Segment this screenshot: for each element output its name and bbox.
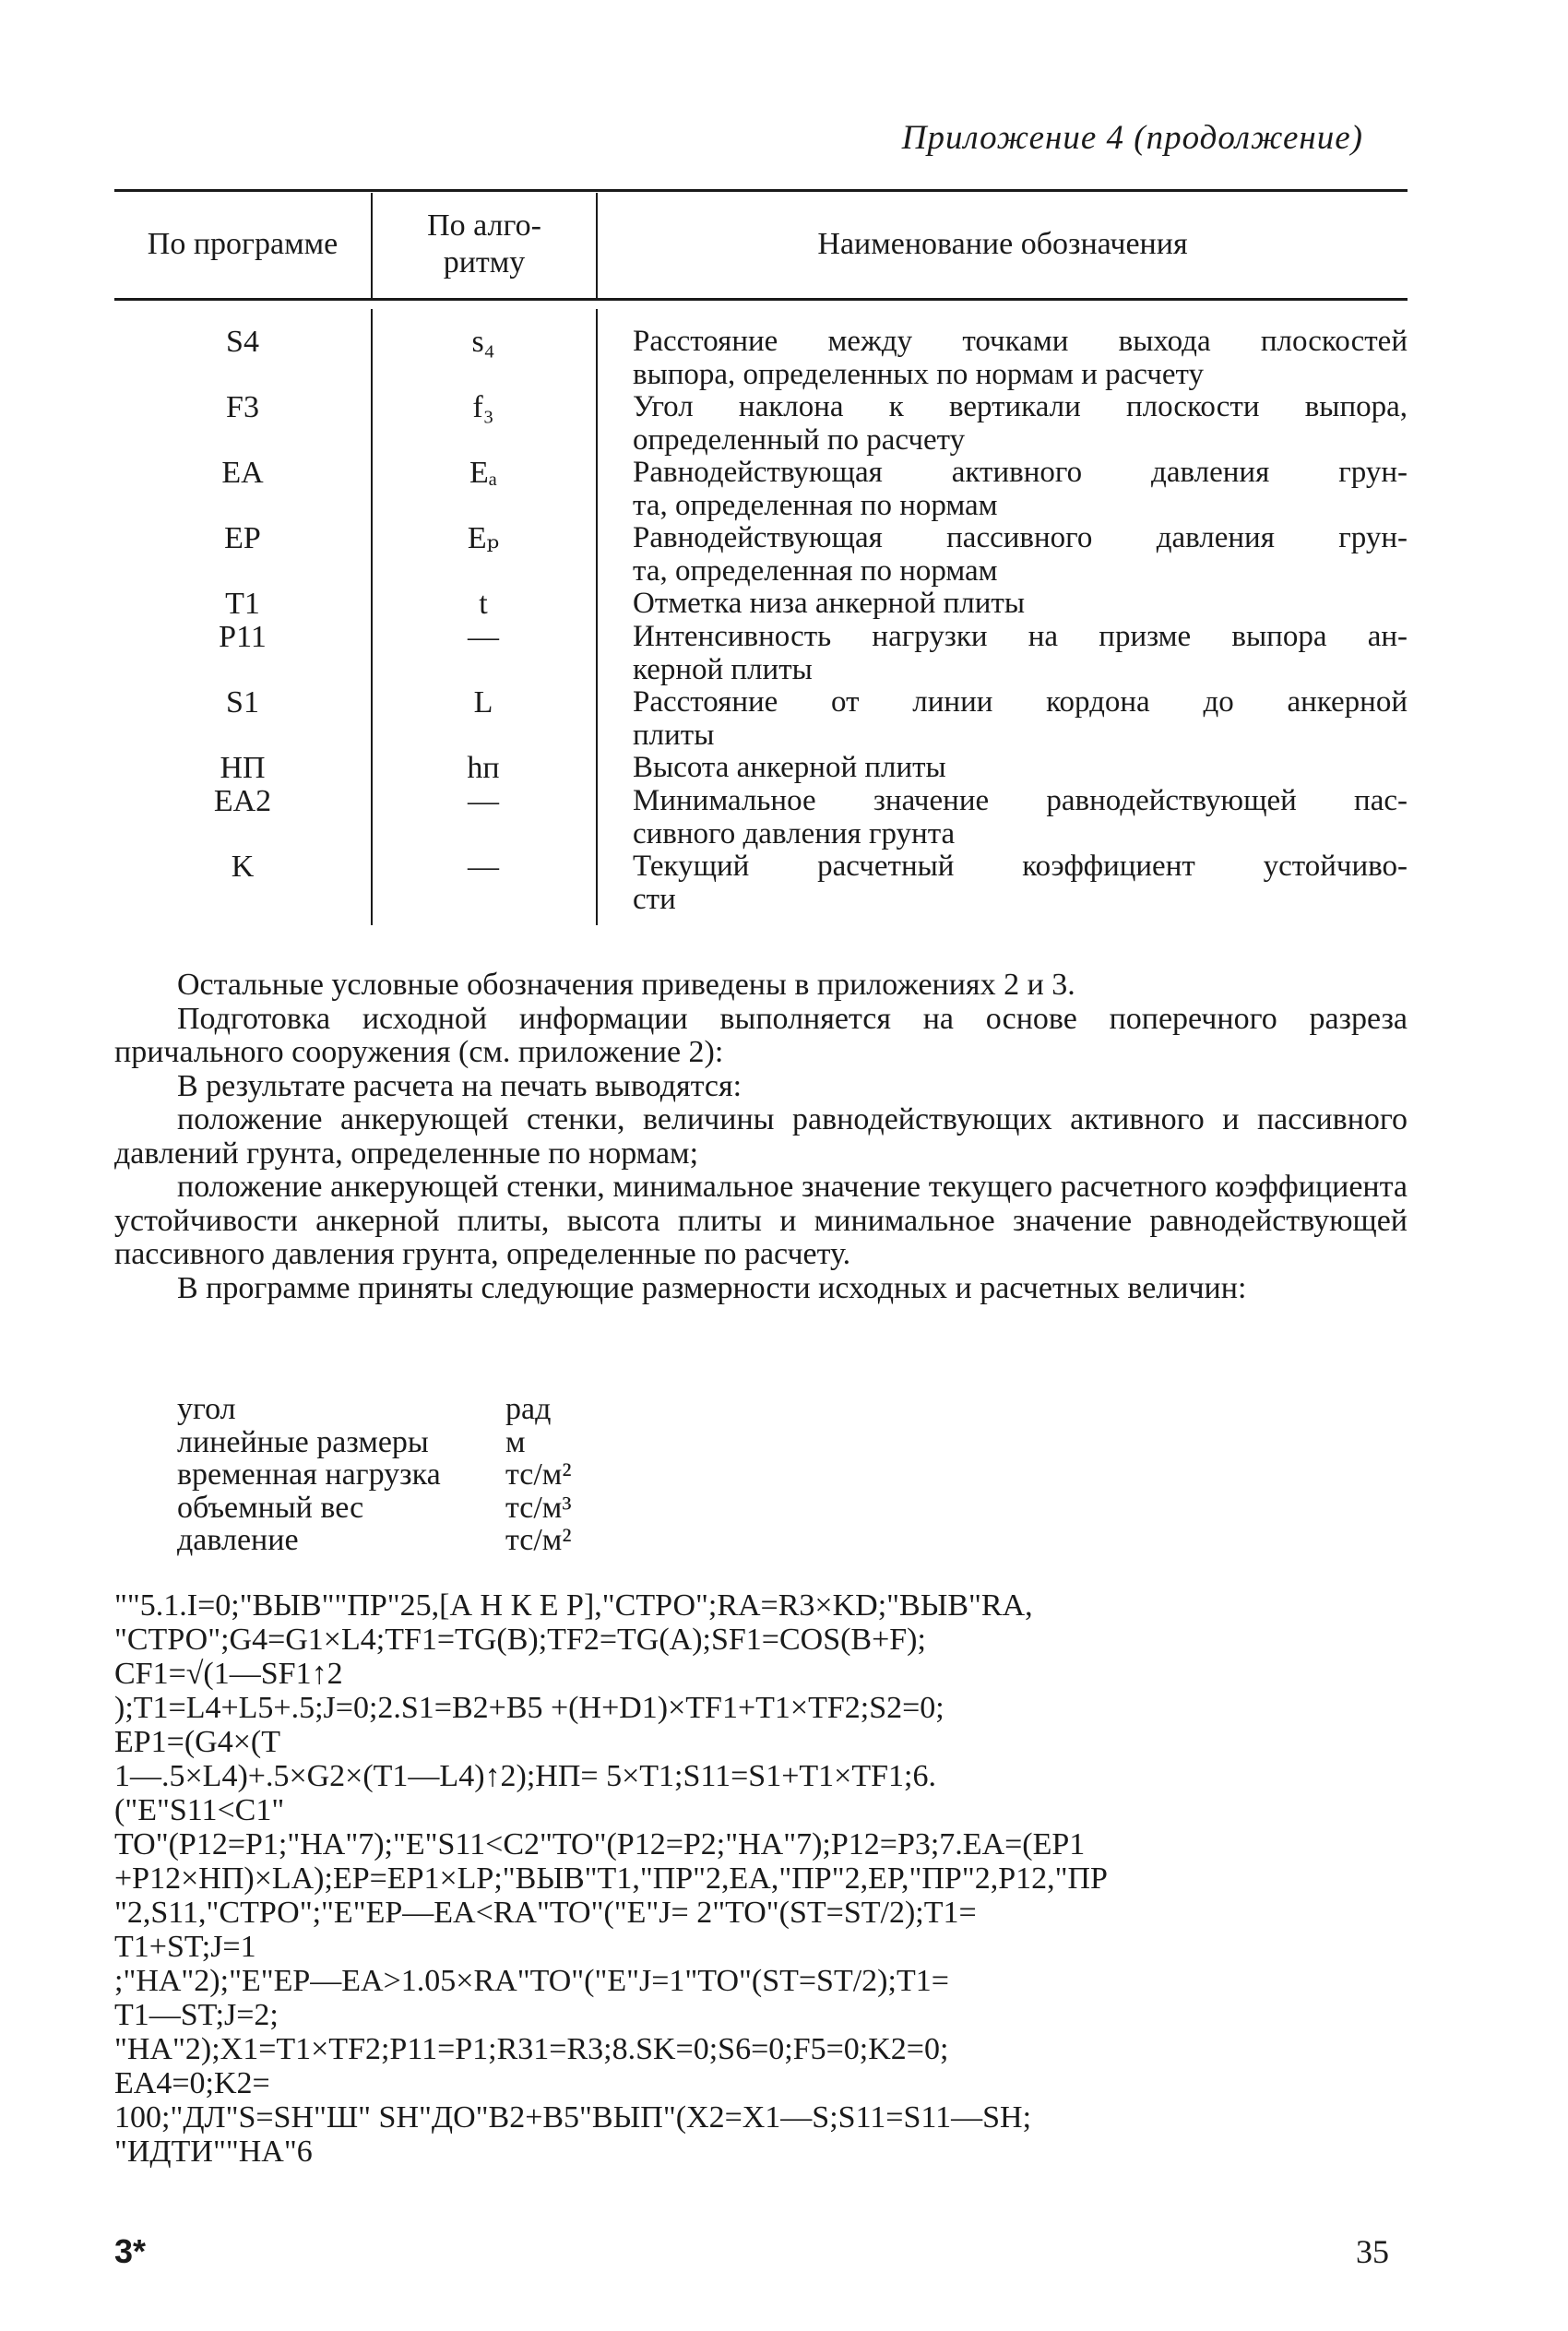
algorithm-symbol: Eₚ [467,521,500,555]
program-symbol: S4 [226,325,259,359]
unit-quantity: угол [177,1392,236,1426]
table-row [114,850,1408,916]
description [633,522,1408,588]
program-symbol: F3 [226,390,259,424]
unit-row [177,1492,572,1525]
table-row [114,391,1408,457]
description-line: Минимальное значение равнодействующей пас- [633,784,1408,817]
paragraph: положение анкерующей стенки, величины равнодействующих активного и пассивного давлений грунта, определенные по нормам; [114,1102,1408,1171]
description-line: Расстояние от линии кордона до анкерной [633,685,1408,719]
col-header-description: Наименование обозначения [817,227,1188,261]
code-line: CF1=√(1—SF1↑2 [114,1657,343,1691]
unit-value: тс/м³ [505,1490,572,1525]
paragraph: В программе приняты следующие размерности исходных и расчетных величин: [177,1270,1247,1305]
description [633,686,1408,752]
code-line: ""5.1.I=0;"ВЫВ""ПР"25,[А Н К Е Р],"СТРО";RA=R3×KD;"ВЫВ"RA, [114,1588,1033,1623]
code-line: T1—ST;J=2; [114,1998,279,2032]
description [633,752,1408,785]
algorithm-symbol: — [468,850,499,884]
code-line: ("E"S11<C1" [114,1793,285,1827]
code-line: "2,S11,"СТРО";"E"EP—EA<RA"TO"("E"J= 2"TO"(ST=ST/2);T1= [114,1896,977,1930]
unit-row [177,1524,572,1557]
program-symbol: НП [220,751,266,785]
code-line: T1+ST;J=1 [114,1930,256,1964]
description-line: Интенсивность нагрузки на призме выпора ан- [633,620,1408,653]
description-line: Высота анкерной плиты [633,751,946,784]
unit-value: тс/м² [505,1457,572,1492]
program-symbol: S1 [226,685,259,720]
description-line: выпора, определенных по нормам и расчету [633,357,1205,391]
signature-mark: 3* [114,2232,147,2270]
description-line: Равнодействующая пассивного давления грун- [633,521,1408,554]
appendix-header: Приложение 4 (продолжение) [901,119,1363,157]
code-line: "HA"2);X1=T1×TF2;P11=P1;R31=R3;8.SK=0;S6=0;F5=0;K2=0; [114,2032,949,2066]
algorithm-symbol: f₃ [472,390,494,424]
program-symbol: T1 [225,587,260,621]
code-line: );T1=L4+L5+.5;J=0;2.S1=B2+B5 +(H+D1)×TF1+T1×TF2;S2=0; [114,1691,944,1725]
body-text [114,969,1408,1305]
table-row [114,326,1408,391]
program-symbol: EA2 [213,784,272,818]
code-line: "СТРО";G4=G1×L4;TF1=TG(B);TF2=TG(A);SF1=COS(B+F); [114,1623,926,1657]
code-line: "ИДТИ""HA"6 [114,2135,313,2169]
code-line: 100;"ДЛ"S=SH"Ш" SH"ДО"B2+B5"ВЫП"(X2=X1—S;S11=S11—SH; [114,2100,1032,2135]
description-line: определенный по расчету [633,422,966,457]
algorithm-symbol: Eₐ [469,456,498,490]
code-line: +P12×НП)×LA);EP=EP1×LP;"ВЫВ"T1,"ПР"2,EA,"ПР"2,EP,"ПР"2,P12,"ПР [114,1861,1108,1896]
program-symbol: EP [224,521,261,555]
unit-value: тс/м² [505,1523,572,1557]
description-line: Равнодействующая активного давления грун- [633,456,1408,489]
code-line: 1—.5×L4)+.5×G2×(T1—L4)↑2);НП= 5×T1;S11=S1+T1×TF1;6. [114,1759,936,1793]
table-row [114,686,1408,752]
table-row [114,522,1408,588]
units-list [177,1393,572,1557]
unit-quantity: давление [177,1523,299,1557]
description [633,588,1408,621]
code-line: EP1=(G4×(T [114,1725,280,1759]
table-body [114,326,1408,916]
unit-row [177,1393,572,1426]
description-line: Расстояние между точками выхода плоскостей [633,325,1408,358]
description [633,850,1408,916]
algorithm-symbol: hп [467,751,500,785]
unit-row [177,1426,572,1459]
algorithm-symbol: s₄ [471,325,495,359]
table-row [114,752,1408,785]
unit-row [177,1458,572,1492]
description-line: керной плиты [633,652,813,686]
description-line: сти [633,882,676,916]
col-header-algorithm-line2: ритму [443,245,526,279]
description [633,391,1408,457]
unit-value: м [505,1424,526,1459]
code-line: TO"(P12=P1;"HA"7);"E"S11<C2"TO"(P12=P2;"HA"7);P12=P3;7.EA=(EP1 [114,1827,1086,1861]
description-line: Текущий расчетный коэффициент устойчиво- [633,850,1408,883]
paragraph: В результате расчета на печать выводятся: [177,1068,742,1103]
table-header-rule [114,298,1408,301]
page-number: 35 [1356,2233,1389,2270]
paragraph: положение анкерующей стенки, минимальное значение текущего расчетного коэффициента устойчивости анкерной плиты, высота плиты и минимальное значение равнодействующей пассивного давления грунта, определенные по расчету. [114,1170,1408,1271]
col-header-algorithm [373,208,596,281]
description-line: плиты [633,718,715,752]
description-line: та, определенная по нормам [633,553,998,588]
description [633,785,1408,850]
description-line: Отметка низа анкерной плиты [633,587,1026,620]
table-top-rule [114,189,1408,192]
paragraph: Остальные условные обозначения приведены в приложениях 2 и 3. [177,968,1075,1002]
description-line: та, определенная по нормам [633,488,998,522]
program-code [114,1588,1408,2169]
algorithm-symbol: — [468,784,499,818]
program-symbol: K [231,850,255,884]
algorithm-symbol: — [468,620,499,654]
unit-quantity: временная нагрузка [177,1457,441,1492]
code-line: ;"HA"2);"E"EP—EA>1.05×RA"TO"("E"J=1"TO"(ST=ST/2);T1= [114,1964,949,1998]
description [633,326,1408,391]
description [633,457,1408,522]
algorithm-symbol: t [479,587,488,621]
unit-value: рад [505,1392,552,1426]
description-line: Угол наклона к вертикали плоскости выпора, [633,390,1408,423]
col-header-program: По программе [147,227,339,261]
program-symbol: P11 [219,620,267,654]
table-row [114,785,1408,850]
description [633,621,1408,686]
code-line: EA4=0;K2= [114,2066,270,2100]
table-row [114,621,1408,686]
unit-quantity: объемный вес [177,1490,364,1525]
description-line: сивного давления грунта [633,816,956,850]
unit-quantity: линейные размеры [177,1424,429,1459]
algorithm-symbol: L [473,685,493,720]
program-symbol: EA [221,456,264,490]
table-row [114,588,1408,621]
paragraph: Подготовка исходной информации выполняется на основе поперечного разреза причального сооружения (см. приложение 2): [114,1001,1408,1069]
col-header-algorithm-line1: По алго- [427,208,541,243]
table-row [114,457,1408,522]
